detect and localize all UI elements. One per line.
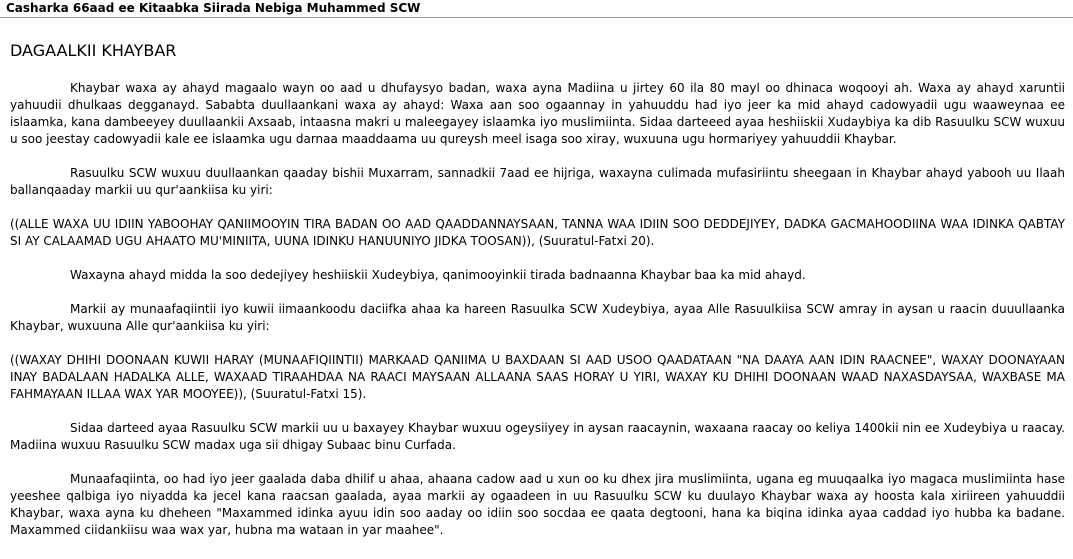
paragraph-intro: Khaybar waxa ay ahayd magaalo wayn oo aad u dhufaysyo badan, waxa ayna Madiina u jirtey 60 ila 80 mayl oo dhinaca woqooyi ah. Waxa ay ahayd xaruntii yahuudii dhulkaas degganayd. Sababta duullaankani waxa ay ahayd: Waxa aan soo ogaannay in yahuuddu had iyo jeer ka mid ahayd cadowyadii ugu waaweynaa ee islaamka, kana dambeeyey duullaankii Axsaab, intaasna makri u maleegayey islaamka iyo muslimiinta. Sidaa darteeed ayaa heshiiskii Xudaybiya ka dib Rasuulku SCW wuxuu u soo jeestay cadowyadii kale ee islaamka ugu darnaa maaddaama uu qureysh meel isaga soo xiray, wuxuuna ugu hormariyey yahuuddii Khaybar. bbox=[10, 81, 1065, 146]
paragraph-campaign-date: Rasuulku SCW wuxuu duullaankan qaaday bishii Muxarram, sannadkii 7aad ee hijriga, waxayna culimada mufasiriintu sheegaan in Khaybar ahayd yabooh uu Ilaah ballanqaaday markii uu qur'aankiisa ku yiri: bbox=[10, 166, 1065, 197]
paragraph-departure: Sidaa darteed ayaa Rasuulku SCW markii uu u baxayey Khaybar wuxuu ogeysiiyey in aysan raacaynin, waxaana raacay oo keliya 1400kii nin ee Xudeybiya u raacay. Madiina wuxuu Rasuulku SCW madax uga sii dhigay Subaac binu Curfada. bbox=[10, 421, 1065, 452]
lesson-title: Casharka 66aad ee Kitaabka Siirada Nebiga Muhammed SCW bbox=[6, 1, 421, 15]
section-heading: DAGAALKII KHAYBAR bbox=[10, 41, 177, 60]
paragraph-munafiqin: Markii ay munaafaqiintii iyo kuwii iimaankoodu daciifka ahaa ka hareen Rasuulka SCW Xudeybiya, ayaa Alle Rasuulkiisa SCW amray in aysan u raacin duuullaanka Khaybar, wuxuuna Alle qur'aankiisa ku yiri: bbox=[10, 302, 1065, 333]
quran-quote-fatxi-20: ((ALLE WAXA UU IDIIN YABOOHAY QANIIMOOYIN TIRA BADAN OO AAD QAADDANNAYSAAN, TANNA WAA IDIIN SOO DEDDEJIYEY, DADKA GACMAHOODIINA WAA IDINKA QABTAY SI AY CALAAMAD UGU AHAATO MU'MINIITA, UUNA IDINKU HANUUNIYO JIDKA TOOSAN)), (Suuratul-Fatxi 20). bbox=[10, 217, 1065, 248]
header-bar bbox=[0, 0, 1073, 18]
article-body bbox=[10, 80, 1065, 556]
quran-quote-fatxi-15: ((WAXAY DHIHI DOONAAN KUWII HARAY (MUNAAFIQIINTII) MARKAAD QANIIMA U BAXDAAN SI AAD USOO QAADATAAN "NA DAAYA AAN IDIN RAACNEE", WAXAY DOONAYAAN INAY BADALAAN HADALKA ALLE, WAXAAD TIRAAHDAA NA RAACI MAYSAAN ALLAANA SAAS HORAY U YIRI, WAXAY KU DHIHI DOONAAN WAAD NAXASDAYSAA, WAXBASE MA FAHMAYAAN ILLAA WAX YAR MOOYEE)), (Suuratul-Fatxi 15). bbox=[10, 353, 1065, 401]
paragraph-hypocrites-warning: Munaafaqiinta, oo had iyo jeer gaalada daba dhilif u ahaa, ahaana cadow aad u xun oo ku dhex jira muslimiinta, ugana eg muuqaalka iyo magaca muslimiinta hase yeeshee qalbiga iyo niyadda ka jecel kana raacsan gaalada, ayaa markii ay ogaadeen in uu Rasuulku SCW ku duulayo Khaybar waxa ay hoosta kala xiriireen yahuuddii Khaybar, waxa ayna ku dheheen "Maxammed idinka ayuu idin soo aaday oo idiin soo socdaa ee qaata degtooni, hana ka biqina idinka ayaa caddad iyo hubba ka badane. Maxammed ciidankiisu waa wax yar, hubna ma wataan in yar maahee". bbox=[10, 472, 1065, 537]
paragraph-hudaybiya: Waxayna ahayd midda la soo dedejiyey heshiiskii Xudeybiya, qanimooyinkii tirada badnaanna Khaybar baa ka mid ahayd. bbox=[70, 268, 806, 282]
